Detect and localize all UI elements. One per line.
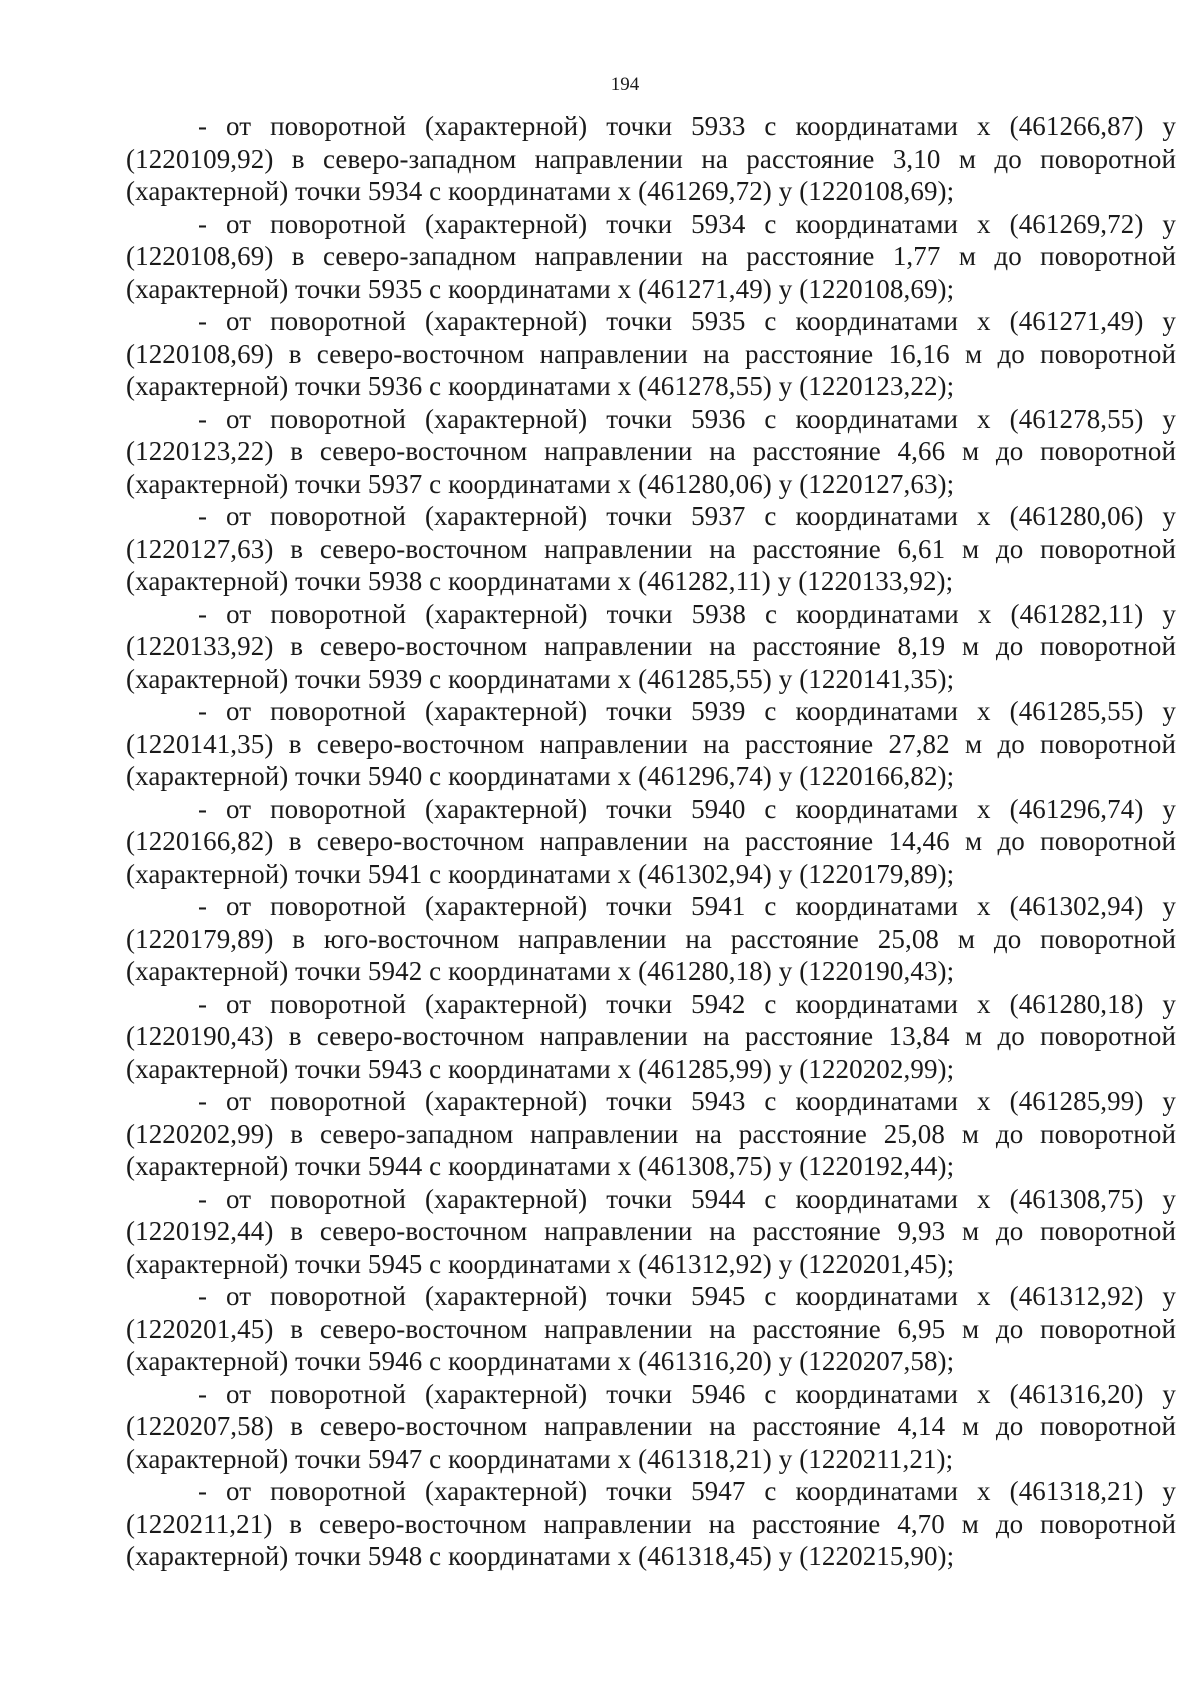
boundary-description-list bbox=[126, 110, 1176, 1573]
boundary-segment-paragraph: - от поворотной (характерной) точки 5933 с координатами x (461266,87) y (1220109,92) в северо-западном направлении на расстояние 3,10 м до поворотной (характерной) точки 5934 с координатами x (461269,72) y (1220108,69); bbox=[126, 111, 1176, 206]
boundary-segment-paragraph: - от поворотной (характерной) точки 5946 с координатами x (461316,20) y (1220207,58) в северо-восточном направлении на расстояние 4,14 м до поворотной (характерной) точки 5947 с координатами x (461318,21) y (1220211,21); bbox=[126, 1378, 1176, 1474]
boundary-segment-paragraph: - от поворотной (характерной) точки 5940 с координатами x (461296,74) y (1220166,82) в северо-восточном направлении на расстояние 14,46 м до поворотной (характерной) точки 5941 с координатами x (461302,94) y (1220179,89); bbox=[126, 793, 1176, 889]
boundary-segment-paragraph: - от поворотной (характерной) точки 5943 с координатами x (461285,99) y (1220202,99) в северо-западном направлении на расстояние 25,08 м до поворотной (характерной) точки 5944 с координатами x (461308,75) y (1220192,44); bbox=[126, 1086, 1176, 1181]
page-number: 194 bbox=[610, 74, 640, 95]
boundary-segment-paragraph: - от поворотной (характерной) точки 5936 с координатами x (461278,55) y (1220123,22) в северо-восточном направлении на расстояние 4,66 м до поворотной (характерной) точки 5937 с координатами x (461280,06) y (1220127,63); bbox=[126, 403, 1176, 499]
boundary-segment-paragraph: - от поворотной (характерной) точки 5937 с координатами x (461280,06) y (1220127,63) в северо-восточном направлении на расстояние 6,61 м до поворотной (характерной) точки 5938 с координатами x (461282,11) y (1220133,92); bbox=[126, 501, 1176, 596]
boundary-segment-paragraph: - от поворотной (характерной) точки 5935 с координатами x (461271,49) y (1220108,69) в северо-восточном направлении на расстояние 16,16 м до поворотной (характерной) точки 5936 с координатами x (461278,55) y (1220123,22); bbox=[126, 306, 1176, 401]
boundary-segment-paragraph: - от поворотной (характерной) точки 5939 с координатами x (461285,55) y (1220141,35) в северо-восточном направлении на расстояние 27,82 м до поворотной (характерной) точки 5940 с координатами x (461296,74) y (1220166,82); bbox=[126, 696, 1176, 791]
boundary-segment-paragraph: - от поворотной (характерной) точки 5934 с координатами x (461269,72) y (1220108,69) в северо-западном направлении на расстояние 1,77 м до поворотной (характерной) точки 5935 с координатами x (461271,49) y (1220108,69); bbox=[126, 208, 1176, 304]
boundary-segment-paragraph: - от поворотной (характерной) точки 5945 с координатами x (461312,92) y (1220201,45) в северо-восточном направлении на расстояние 6,95 м до поворотной (характерной) точки 5946 с координатами x (461316,20) y (1220207,58); bbox=[126, 1281, 1176, 1376]
boundary-segment-paragraph: - от поворотной (характерной) точки 5944 с координатами x (461308,75) y (1220192,44) в северо-восточном направлении на расстояние 9,93 м до поворотной (характерной) точки 5945 с координатами x (461312,92) y (1220201,45); bbox=[126, 1183, 1176, 1279]
boundary-segment-paragraph: - от поворотной (характерной) точки 5938 с координатами x (461282,11) y (1220133,92) в северо-восточном направлении на расстояние 8,19 м до поворотной (характерной) точки 5939 с координатами x (461285,55) y (1220141,35); bbox=[126, 598, 1176, 694]
boundary-segment-paragraph: - от поворотной (характерной) точки 5947 с координатами x (461318,21) y (1220211,21) в северо-восточном направлении на расстояние 4,70 м до поворотной (характерной) точки 5948 с координатами x (461318,45) y (1220215,90); bbox=[126, 1476, 1176, 1571]
boundary-segment-paragraph: - от поворотной (характерной) точки 5942 с координатами x (461280,18) y (1220190,43) в северо-восточном направлении на расстояние 13,84 м до поворотной (характерной) точки 5943 с координатами x (461285,99) y (1220202,99); bbox=[126, 988, 1176, 1084]
boundary-segment-paragraph: - от поворотной (характерной) точки 5941 с координатами x (461302,94) y (1220179,89) в юго-восточном направлении на расстояние 25,08 м до поворотной (характерной) точки 5942 с координатами x (461280,18) y (1220190,43); bbox=[126, 891, 1176, 986]
